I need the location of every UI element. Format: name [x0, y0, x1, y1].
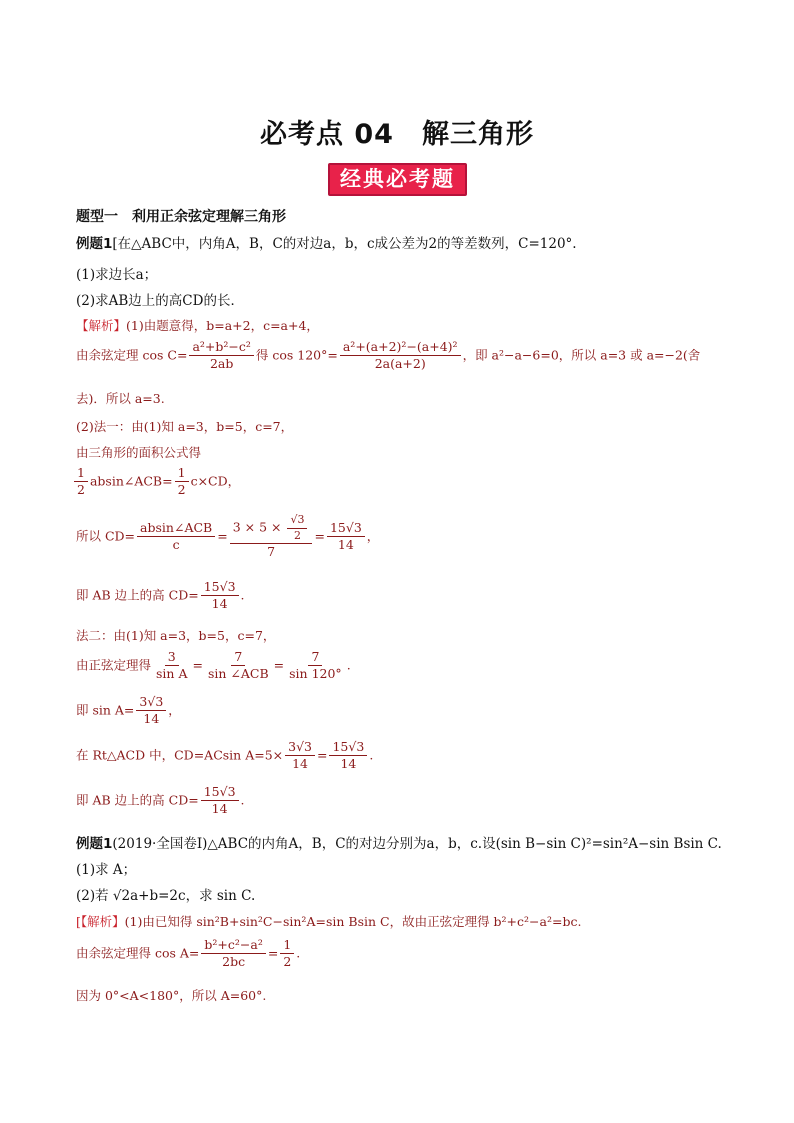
page-title: 必考点 04 解三角形	[260, 119, 534, 150]
example1-cd-result-2: 即 AB 边上的高 CD= $\frac{15√3}{14}$ .	[76, 784, 245, 817]
example1-solution-line1: 【解析】(1)由题意得，b=a+2，c=a+4，	[76, 318, 319, 333]
jiexi-label-2: [【解析】	[76, 914, 125, 929]
example1-method2-line: 法二：由(1)知 a=3，b=5，c=7，	[76, 628, 276, 643]
example2-label: 例题1	[76, 836, 113, 852]
example1-cd-result-1: 即 AB 边上的高 CD= $\frac{15√3}{14}$ .	[76, 579, 245, 612]
example1-stem: 例题1[在△ABC中，内角A，B，C的对边a，b，c成公差为2的等差数列，C=120°.	[76, 236, 577, 252]
example1-rt-triangle-line: 在 Rt△ACD 中，CD=ACsin A=5× $\frac{3√3}{14}$ = $\frac{15√3}{14}$ .	[76, 739, 374, 772]
example1-solution-line3: 去)．所以 a=3.	[76, 391, 165, 406]
example2-q2: (2)若 √2a+b=2c，求 sin C.	[76, 888, 256, 904]
example1-q2: (2)求AB边上的高CD的长．	[76, 293, 244, 309]
example2-solution-line3: 因为 0°<A<180°，所以 A=60°.	[76, 988, 267, 1003]
example1-sine-law-line: 由正弦定理得 $\frac{3}{\text{sin A}}$ = $\frac{7}{\text{sin ∠ACB}}$ = $\frac{7}{\sin 120^\circ}$ .	[76, 649, 351, 682]
example1-label: 例题1	[76, 236, 113, 252]
example2-cosA-line: 由余弦定理得 cos A= $\frac{\text{b²+c²−a²}}{2bc}$ = $\frac{1}{2}$ .	[76, 937, 301, 970]
classic-badge: 经典必考题	[328, 163, 467, 196]
example2-q1: (1)求 A；	[76, 862, 137, 878]
section-heading: 题型一 利用正余弦定理解三角形	[76, 209, 286, 225]
example1-sinA-line: 即 sin A= $\frac{3√3}{14}$ ，	[76, 694, 181, 727]
example1-method1-line: (2)法一：由(1)知 a=3，b=5，c=7，	[76, 419, 294, 434]
example2-solution-line1: [【解析】(1)由已知得 sin²B+sin²C−sin²A=sin Bsin C，故由正弦定理得 b²+c²−a²=bc.	[76, 914, 582, 929]
example1-area-equation: $\frac{1}{2}$ absin∠ACB= $\frac{1}{2}$ c×CD，	[72, 466, 240, 498]
jiexi-label: 【解析】	[76, 318, 127, 333]
example1-q1: (1)求边长a；	[76, 267, 158, 283]
example1-area-formula-intro: 由三角形的面积公式得	[76, 445, 202, 460]
example2-stem: 例题1(2019·全国卷Ⅰ)△ABC的内角A，B，C的对边分别为a，b，c.设(sin B−sin C)²=sin²A−sin Bsin C.	[76, 836, 722, 852]
example1-cosine-law-line: 由余弦定理 cos C= $\frac{\text{a²+b²−c²}}{2ab}$ 得 cos 120°= $\frac{\text{a²+(a+2)²−(a+4)²}}{2a(a+2)}$ ，即 a²−a−6=0，所以 a=3 或 a=−2(舍	[76, 339, 701, 372]
example1-cd-computation: 所以 CD= $\frac{\text{absin∠ACB}}{c}$ = 3 × 5 × $\frac{√3}{2}$ 7 = $\frac{15√3}{14}$ ，	[76, 513, 380, 560]
